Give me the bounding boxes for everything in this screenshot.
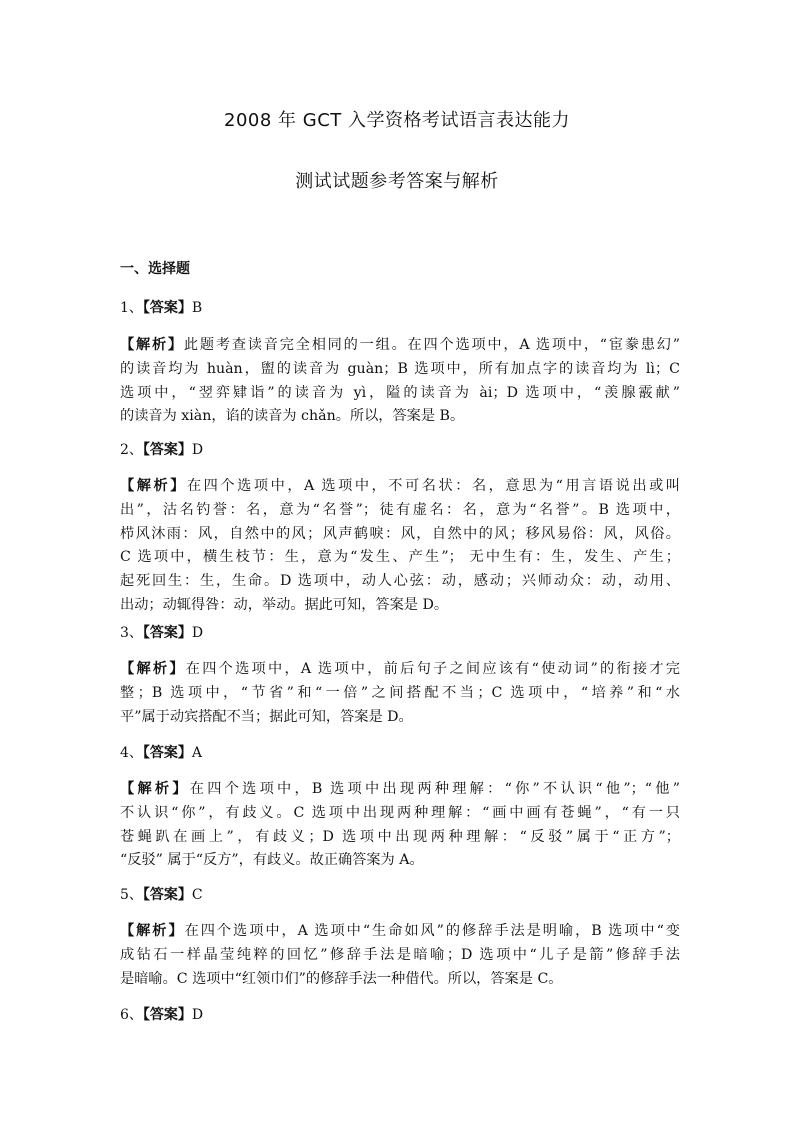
analysis-tag: 【解析】 xyxy=(120,781,190,797)
analysis-line: 苍蝇趴在画上”，有歧义；D 选项中出现两种理解：“反驳”属于“正方”； xyxy=(120,828,680,845)
analysis-line: 选项中，“翌弈肄诣”的读音为 yì，隘的读音为 ài；D 选项中，“羡腺霰献” xyxy=(120,384,680,401)
analysis-line: 起死回生：生，生命。D 选项中，动人心弦：动，感动；兴师动众：动，动用、 xyxy=(120,573,680,590)
analysis-line: 【解析】在四个选项中，A 选项中“生命如风”的修辞手法是明喻，B 选项中“变 xyxy=(120,923,680,939)
answer-value: B xyxy=(191,300,203,316)
document-title-line1: 2008 年 GCT 入学资格考试语言表达能力 xyxy=(224,110,570,131)
answer-value: C xyxy=(191,887,203,903)
answer-3 xyxy=(120,622,203,642)
answer-tag: 【答案】 xyxy=(142,745,192,761)
answer-2 xyxy=(120,439,203,459)
answer-4 xyxy=(120,742,202,762)
answer-tag: 【答案】 xyxy=(142,442,192,458)
analysis-2 xyxy=(120,475,680,618)
analysis-tag: 【解析】 xyxy=(120,478,187,494)
answer-1 xyxy=(120,297,202,317)
analysis-line: 是暗喻。C 选项中“红领巾们”的修辞手法一种借代。所以，答案是 C。 xyxy=(120,970,563,987)
answer-tag: 【答案】 xyxy=(142,625,192,641)
analysis-line: 成钻石一样晶莹纯粹的回忆”修辞手法是暗喻；D 选项中“儿子是箭”修辞手法 xyxy=(120,946,680,963)
analysis-1 xyxy=(120,334,680,429)
analysis-line: 出”，沽名钓誉：名，意为“名誉”；徒有虚名：名，意为“名誉”。B 选项中， xyxy=(120,501,680,518)
answer-number: 6、 xyxy=(120,1007,143,1023)
document-title-line2: 测试试题参考答案与解析 xyxy=(295,171,499,192)
analysis-line: 整；B 选项中，“节省”和“一倍”之间搭配不当；C 选项中，“培养”和“水 xyxy=(120,684,680,701)
analysis-line: 出动；动辄得咎：动，举动。据此可知，答案是 D。 xyxy=(120,596,449,613)
section-heading: 一、选择题 xyxy=(120,261,190,277)
answer-value: D xyxy=(191,625,204,641)
answer-tag: 【答案】 xyxy=(142,887,192,903)
answer-value: D xyxy=(191,1007,204,1023)
answer-number: 3、 xyxy=(120,625,143,641)
answer-value: A xyxy=(191,745,203,761)
analysis-line: 【解析】此题考查读音完全相同的一组。在四个选项中，A 选项中，“宦豢患幻” xyxy=(120,337,680,353)
analysis-tag: 【解析】 xyxy=(120,337,184,353)
analysis-line: C 选项中，横生枝节：生，意为“发生、产生”； 无中生有：生，发生、产生； xyxy=(120,549,680,566)
analysis-line: 的读音均为 huàn，盥的读音为 guàn；B 选项中，所有加点字的读音均为 lì；C xyxy=(120,360,680,377)
analysis-line: 【解析】在四个选项中，B 选项中出现两种理解：“你”不认识“他”；“他” xyxy=(120,781,680,797)
answer-value: D xyxy=(191,442,204,458)
analysis-line: 【解析】在四个选项中，A 选项中，不可名状：名，意思为“用言语说出或叫 xyxy=(120,478,680,494)
analysis-3 xyxy=(120,658,680,729)
analysis-4 xyxy=(120,778,680,873)
analysis-line: “反驳” 属于“反方”，有歧义。故正确答案为 A。 xyxy=(120,852,424,869)
analysis-line: 【解析】在四个选项中，A 选项中，前后句子之间应该有“使动词”的衔接才完 xyxy=(120,661,680,677)
answer-6 xyxy=(120,1004,203,1024)
answer-number: 5、 xyxy=(120,887,143,903)
answer-number: 2、 xyxy=(120,442,143,458)
answer-5 xyxy=(120,884,203,904)
analysis-tag: 【解析】 xyxy=(120,923,185,939)
analysis-line: 栉风沐雨：风，自然中的风；风声鹤唳：风，自然中的风；移风易俗：风，风俗。 xyxy=(120,525,680,542)
analysis-tag: 【解析】 xyxy=(120,661,186,677)
analysis-line: 不认识“你”，有歧义。C 选项中出现两种理解：“画中画有苍蝇”，“有一只 xyxy=(120,804,680,821)
answer-tag: 【答案】 xyxy=(142,1007,192,1023)
analysis-line: 平”属于动宾搭配不当；据此可知，答案是 D。 xyxy=(120,708,413,725)
answer-number: 1、 xyxy=(120,300,143,316)
analysis-line: 的读音为 xiàn，谄的读音为 chǎn。所以，答案是 B。 xyxy=(120,408,465,425)
analysis-5 xyxy=(120,920,680,991)
answer-tag: 【答案】 xyxy=(142,300,192,316)
answer-number: 4、 xyxy=(120,745,143,761)
